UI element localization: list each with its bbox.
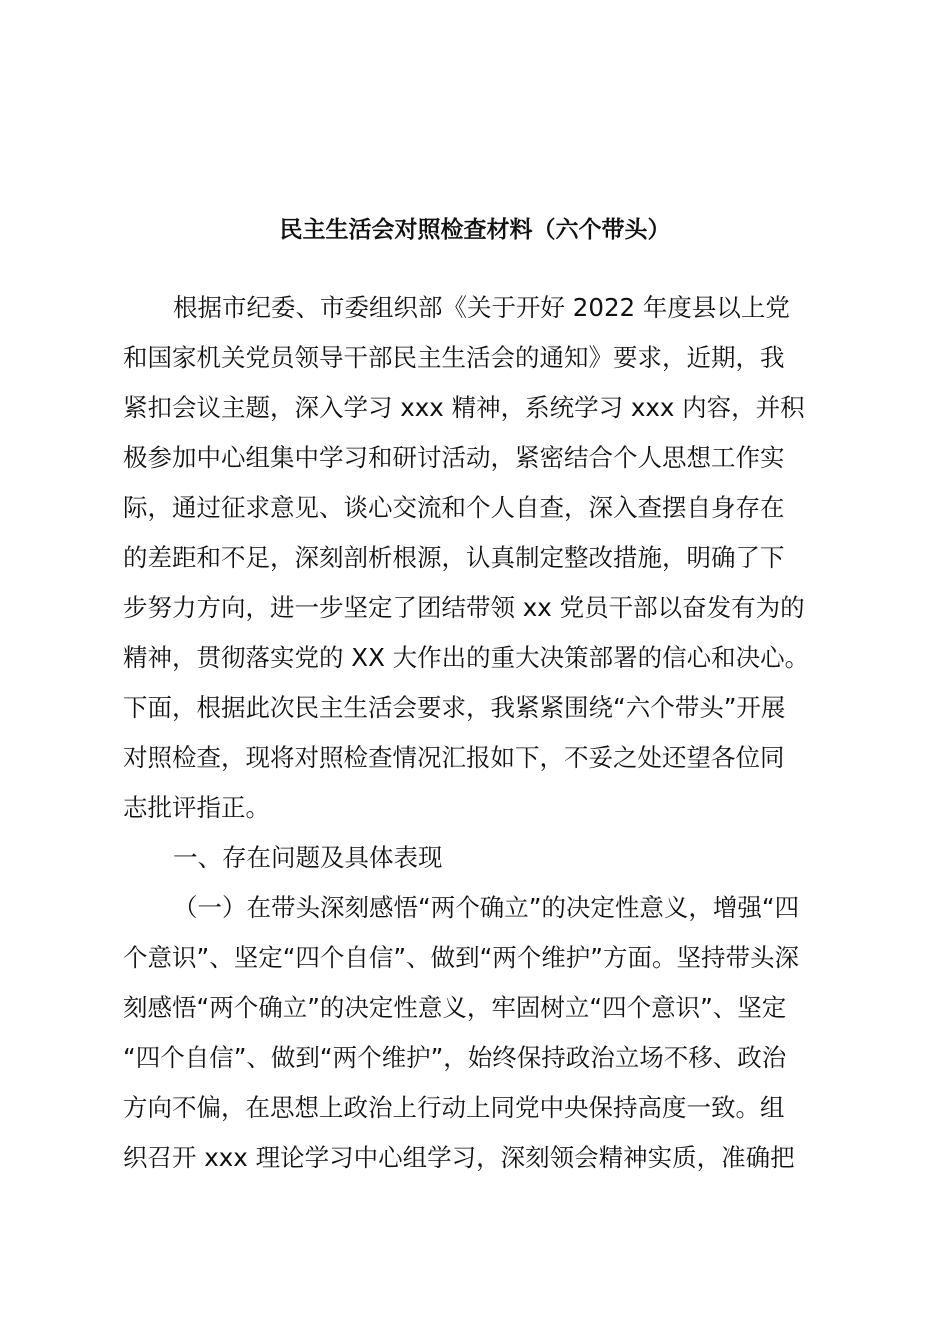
paragraph-line: 和国家机关党员领导干部民主生活会的通知》要求，近期，我 [123, 343, 785, 372]
paragraph-line: 精神，贯彻落实党的 XX 大作出的重大决策部署的信心和决心。 [123, 643, 810, 672]
paragraph-line: 对照检查，现将对照检查情况汇报如下，不妥之处还望各位同 [123, 743, 785, 772]
section-heading: 一、存在问题及具体表现 [173, 843, 443, 872]
paragraph-line: “四个自信”、做到“两个维护”，始终保持政治立场不移、政治 [123, 1043, 787, 1072]
document-title: 民主生活会对照检查材料（六个带头） [279, 217, 671, 243]
paragraph-line: 织召开 xxx 理论学习中心组学习，深刻领会精神实质，准确把 [123, 1143, 795, 1172]
paragraph-line: 步努力方向，进一步坚定了团结带领 xx 党员干部以奋发有为的 [123, 593, 805, 622]
paragraph-line: 根据市纪委、市委组织部《关于开好 2022 年度县以上党 [173, 293, 790, 322]
paragraph-line: 刻感悟“两个确立”的决定性意义，牢固树立“四个意识”、坚定 [123, 993, 787, 1022]
subsection-line: （一）在带头深刻感悟“两个确立”的决定性意义，增强“四 [173, 893, 800, 922]
paragraph-line: 际，通过征求意见、谈心交流和个人自查，深入查摆自身存在 [123, 493, 785, 522]
paragraph-line: 极参加中心组集中学习和研讨活动，紧密结合个人思想工作实 [123, 443, 785, 472]
paragraph-line: 的差距和不足，深刻剖析根源，认真制定整改措施，明确了下 [123, 543, 785, 572]
paragraph-line: 紧扣会议主题，深入学习 xxx 精神，系统学习 xxx 内容，并积 [123, 393, 805, 422]
paragraph-line: 志批评指正。 [123, 793, 270, 822]
paragraph-line: 个意识”、坚定“四个自信”、做到“两个维护”方面。坚持带头深 [123, 943, 799, 972]
document-body [123, 283, 835, 1183]
paragraph-line: 下面，根据此次民主生活会要求，我紧紧围绕“六个带头”开展 [123, 693, 786, 722]
paragraph-line: 方向不偏，在思想上政治上行动上同党中央保持高度一致。组 [123, 1093, 785, 1122]
